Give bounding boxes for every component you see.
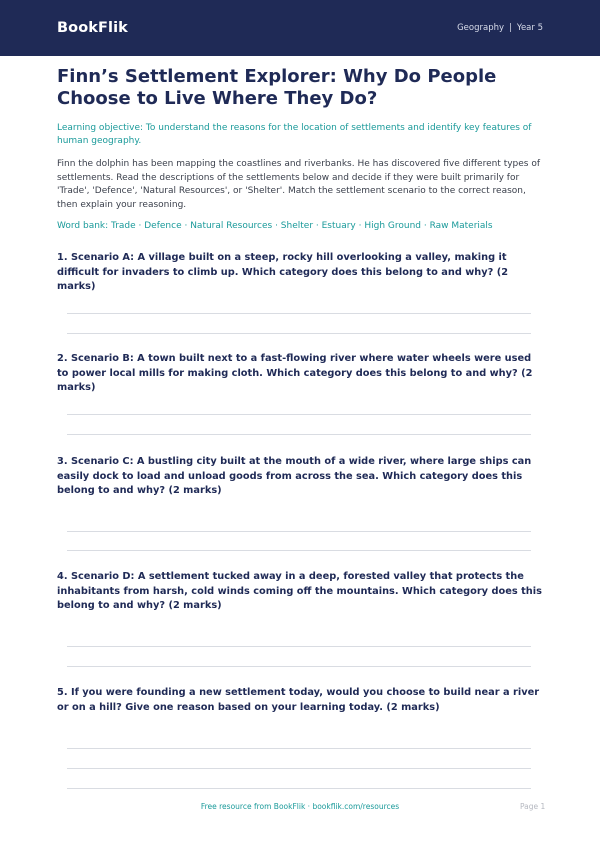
answer-line[interactable] xyxy=(67,333,531,334)
answer-line[interactable] xyxy=(67,748,531,749)
answer-line[interactable] xyxy=(67,646,531,647)
answer-line[interactable] xyxy=(67,434,531,435)
header-bar xyxy=(0,0,600,56)
answer-line[interactable] xyxy=(67,666,531,667)
question-5: 5. If you were founding a new settlement today, would you choose to build near a river or on a hill? Give one reason based on your learning today. (2 marks) xyxy=(57,687,540,713)
question-1: 1. Scenario A: A village built on a steep, rocky hill overlooking a valley, making it difficult for invaders to climb up. Which category does this belong to and why? (2 marks) xyxy=(57,252,509,292)
answer-line[interactable] xyxy=(67,531,531,532)
learning-objective: Learning objective: To understand the reasons for the location of settlements and identify key features of human geography. xyxy=(57,123,532,146)
intro-paragraph: Finn the dolphin has been mapping the coastlines and riverbanks. He has discovered five different types of settlements. Read the descriptions of the settlements below and decide if they were built primarily for 'Trade', 'Defence', 'Natural Resources', or 'Shelter'. Match the settlement scenario to the correct reason, then explain your reasoning. xyxy=(57,159,541,210)
subject-label: Geography xyxy=(457,23,505,33)
footer-credit[interactable]: Free resource from BookFlik · bookflik.com/resources xyxy=(200,802,400,811)
word-bank: Word bank: Trade · Defence · Natural Resources · Shelter · Estuary · High Ground · Raw Materials xyxy=(57,221,493,231)
page-title: Finn’s Settlement Explorer: Why Do People Choose to Live Where They Do? xyxy=(57,66,497,109)
year-label: Year 5 xyxy=(516,23,543,33)
header-meta: Geography | Year 5 xyxy=(457,23,543,33)
question-3: 3. Scenario C: A bustling city built at the mouth of a wide river, where large ships can easily dock to load and unload goods from across the sea. Which category does this belong to and why? (2 marks) xyxy=(57,456,532,496)
answer-line[interactable] xyxy=(67,414,531,415)
question-4: 4. Scenario D: A settlement tucked away in a deep, forested valley that protects the inhabitants from harsh, cold winds coming off the mountains. Which category does this belong to and why? (2 marks) xyxy=(57,571,542,611)
answer-line[interactable] xyxy=(67,550,531,551)
page-number: Page 1 xyxy=(520,802,546,811)
answer-line[interactable] xyxy=(67,768,531,769)
brand-logo[interactable]: BookFlik xyxy=(57,20,128,36)
question-2: 2. Scenario B: A town built next to a fast-flowing river where water wheels were used to power local mills for making cloth. Which category does this belong to and why? (2 marks) xyxy=(57,353,533,393)
answer-line[interactable] xyxy=(67,313,531,314)
answer-line[interactable] xyxy=(67,788,531,789)
